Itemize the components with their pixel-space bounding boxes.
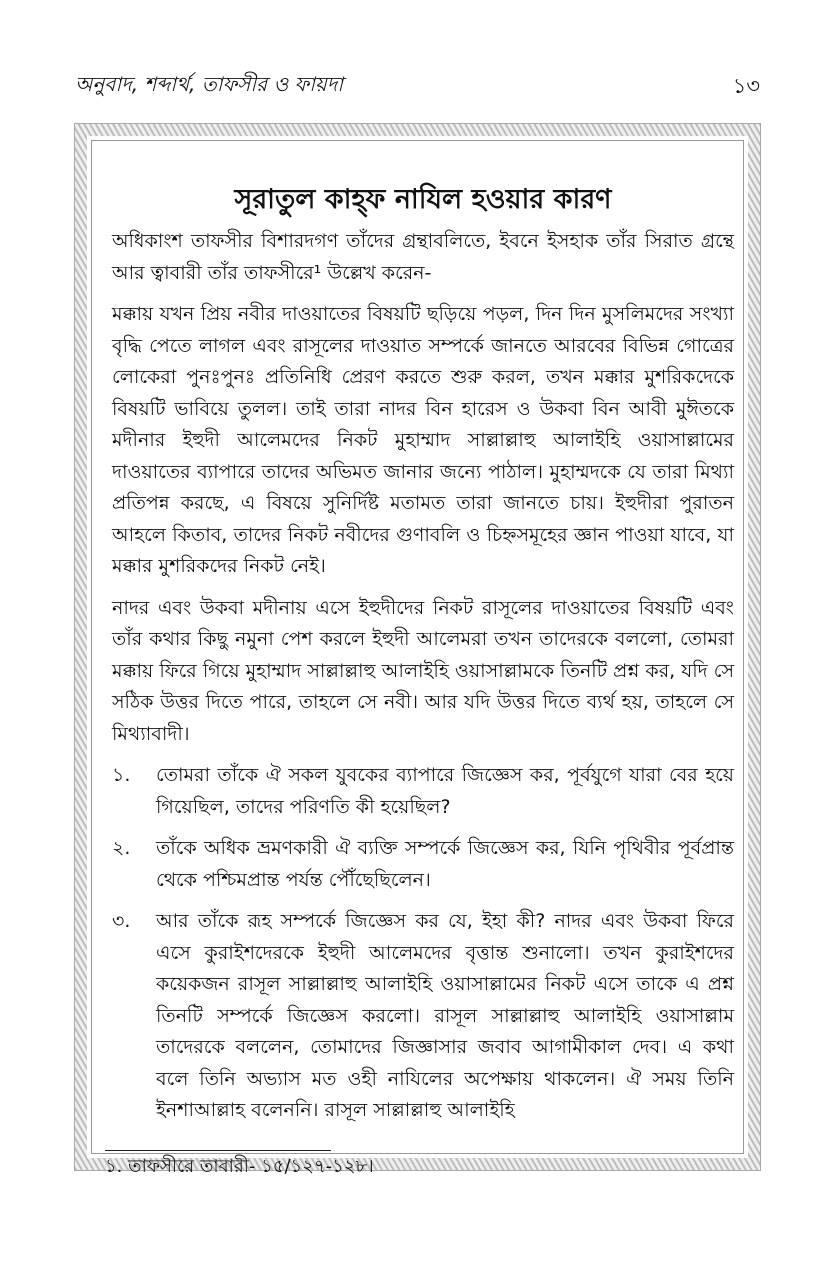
page-body <box>112 180 734 1137</box>
list-item <box>112 906 734 1127</box>
footnote-divider <box>105 1150 331 1151</box>
list-number: ২. <box>112 837 131 859</box>
list-text: তাঁকে অধিক ভ্রমণকারী ঐ ব্যক্তি সম্পর্কে জিজ্ঞেস কর, যিনি পৃথিবীর পূর্বপ্রান্ত থেকে পশ্চিমপ্রান্ত পর্যন্ত পৌঁছেছিলেন। <box>156 837 734 891</box>
list-number: ৩. <box>112 910 131 932</box>
list-text: আর তাঁকে রূহ সম্পর্কে জিজ্ঞেস কর যে, ইহা কী? নাদর এবং উকবা ফিরে এসে কুরাইশদেরকে ইহুদী আলেমদের বৃত্তান্ত শুনালো। তখন কুরাইশদের কয়েকজন রাসূল সাল্লাল্লাহু আলাইহি ওয়াসাল্লামের নিকট এসে তাকে এ প্রশ্ন তিনটি সম্পর্কে জিজ্ঞেস করলো। রাসূল সাল্লাল্লাহু আলাইহি ওয়াসাল্লাম তাদেরকে বললেন, তোমাদের জিজ্ঞাসার জবাব আগামীকাল দেব। এ কথা বলে তিনি অভ্যাস মত ওহী নাযিলের অপেক্ষায় থাকলেন। ঐ সময় তিনি ইনশাআল্লাহ বলেননি। রাসূল সাল্লাল্লাহু আলাইহি <box>156 910 734 1121</box>
list-item <box>112 833 734 896</box>
section-heading: সূরাতুল কাহ্‌ফ নাযিল হওয়ার কারণ <box>234 184 612 215</box>
running-head <box>75 70 760 106</box>
paragraph: মক্কায় যখন প্রিয় নবীর দাওয়াতের বিষয়টি ছড়িয়ে পড়ল, দিন দিন মুসলিমদের সংখ্যা বৃদ্ধি পেতে লাগল এবং রাসূলের দাওয়াত সম্পর্কে জানতে আরবের বিভিন্ন গোত্রের লোকেরা পুনঃপুনঃ প্রতিনিধি প্রেরণ করতে শুরু করল, তখন মক্কার মুশরিকদেকে বিষয়টি ভাবিয়ে তুলল। তাই তারা নাদর বিন হারেস ও উকবা বিন আবী মুঈতকে মদীনার ইহুদী আলেমদের নিকট মুহাম্মাদ সাল্লাল্লাহু আলাইহি ওয়াসাল্লামের দাওয়াতের ব্যাপারে তাদের অভিমত জানার জন্যে পাঠাল। মুহাম্মদকে যে তারা মিথ্যা প্রতিপন্ন করছে, এ বিষয়ে সুনির্দিষ্ট মতামত তারা জানতে চায়। ইহুদীরা পুরাতন আহলে কিতাব, তাদের নিকট নবীদের গুণাবলি ও চিহ্নসমূহের জ্ঞান পাওয়া যাবে, যা মক্কার মুশরিকদের নিকট নেই। <box>112 303 735 577</box>
running-head-title: অনুবাদ, শব্দার্থ, তাফসীর ও ফায়দা <box>75 72 344 96</box>
paragraph: নাদর এবং উকবা মদীনায় এসে ইহুদীদের নিকট রাসূলের দাওয়াতের বিষয়টি এবং তাঁর কথার কিছু নমুনা পেশ করলে ইহুদী আলেমরা তখন তাদেরকে বললো, তোমরা মক্কায় ফিরে গিয়ে মুহাম্মাদ সাল্লাল্লাহু আলাইহি ওয়াসাল্লামকে তিনটি প্রশ্ন কর, যদি সে সঠিক উত্তর দিতে পারে, তাহলে সে নবী। আর যদি উত্তর দিতে ব্যর্থ হয়, তাহলে সে মিথ্যাবাদী। <box>112 596 734 745</box>
list-text: তোমরা তাঁকে ঐ সকল যুবকের ব্যাপারে জিজ্ঞেস কর, পূর্বযুগে যারা বের হয়ে গিয়েছিল, তাদের পরিণতি কী হয়েছিল? <box>156 764 734 818</box>
list-number: ১. <box>112 764 131 786</box>
paragraph: অধিকাংশ তাফসীর বিশারদগণ তাঁদের গ্রন্থাবলিতে, ইবনে ইসহাক তাঁর সিরাত গ্রন্থে আর ত্বাবারী তাঁর তাফসীরে¹ উল্লেখ করেন- <box>112 230 734 284</box>
list-item <box>112 760 734 823</box>
page-number: ১৩ <box>732 74 760 98</box>
footnote: ১. তাফসীরে তাবারী- ১৫/১২৭-১২৮। <box>105 1156 374 1177</box>
